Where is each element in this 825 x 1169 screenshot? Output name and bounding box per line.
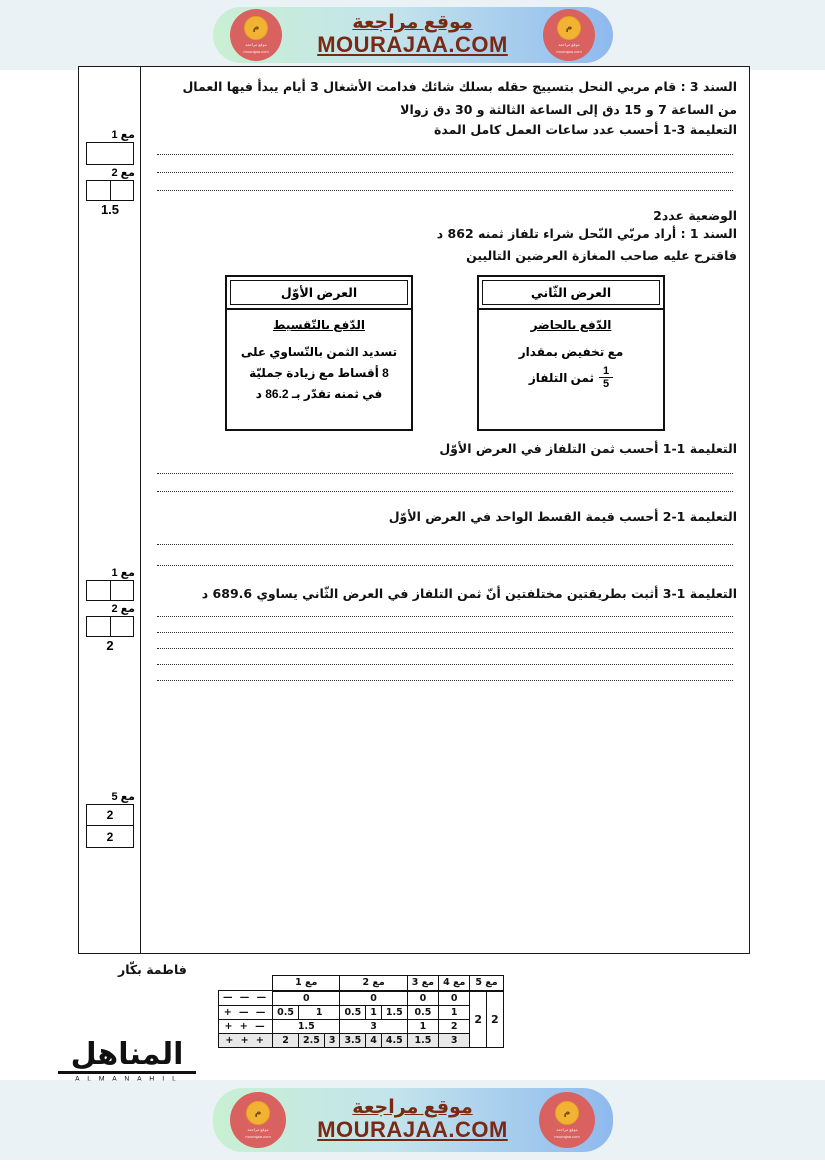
logo-caption-ar: موقع مراجعة: [247, 1126, 269, 1132]
table-header-row: [219, 976, 504, 991]
score-cell-m4: 0: [439, 991, 470, 1006]
score-symbols: — — —: [219, 991, 273, 1006]
score-header-m3: مع 3: [407, 976, 438, 991]
criterion-box-2[interactable]: [86, 180, 134, 201]
exam-content-column: [141, 67, 749, 953]
score-symbols: + + +: [219, 1033, 273, 1047]
logo-caption-ar: موقع مراجعة: [245, 41, 267, 47]
criterion-label-1: مع 1: [111, 129, 135, 141]
offer-second-line2: ثمن التلفاز: [528, 370, 595, 385]
criterion-cell[interactable]: [87, 617, 110, 636]
criterion-box-1[interactable]: [86, 142, 134, 165]
logo-caption-en: mourajaa.com: [554, 1134, 580, 1139]
mourajaa-logo-icon-left: [230, 9, 282, 61]
banner-arabic-text: موقع مراجعة: [352, 1097, 473, 1119]
scoring-criteria-table: [218, 975, 504, 1048]
score-cell-m1: 3: [324, 1033, 340, 1047]
answer-line[interactable]: [157, 190, 733, 191]
table-row: [219, 1019, 504, 1033]
logo-caption-en: mourajaa.com: [243, 49, 269, 54]
logo-caption-ar: موقع مراجعة: [558, 41, 580, 47]
answer-line[interactable]: [157, 473, 733, 474]
mourajaa-logo-icon-left: [230, 1092, 286, 1148]
fraction-numerator: 1: [599, 365, 613, 379]
criterion-cell[interactable]: [87, 143, 133, 164]
exercise3-source-line2: من الساعة 7 و 15 دق إلى الساعة الثالثة و 30 دق زوالا: [400, 101, 737, 117]
criterion-cell[interactable]: [110, 617, 134, 636]
banner-site-url: MOURAJAA.COM: [317, 1117, 508, 1143]
score-cell-m2: 0: [340, 991, 407, 1006]
offer-first-line1: تسديد الثمن بالتّساوي على: [240, 344, 398, 359]
fraction-denominator: 5: [603, 378, 610, 391]
exam-sheet: [78, 66, 750, 954]
offer-first-subtitle: الدّفع بالتّقسيط: [273, 317, 365, 332]
logo-caption-en: mourajaa.com: [245, 1134, 271, 1139]
answer-line[interactable]: [157, 664, 733, 665]
score-cell-m4: 3: [439, 1033, 470, 1047]
exercise2-title: الوضعية عدد2: [653, 208, 737, 224]
offer-first-line2: 8 أقساط مع زيادة جمليّة: [249, 365, 389, 380]
score-cell-m2: 1.5: [381, 1005, 407, 1019]
teacher-signature: فاطمة بكّار: [118, 962, 187, 977]
offer-second-line1: مع تخفيض بمقدار: [518, 344, 624, 359]
grading-group-exercise2-b: [79, 791, 141, 848]
almanahil-logo-word: المناهل: [58, 1040, 196, 1074]
mourajaa-logo-icon-right: [539, 1092, 595, 1148]
exercise2-instruction-1-3: التعليمة 1-3 أثبت بطريقتين مختلفتين أنّ ثمن التلفاز في العرض الثّاني يساوي 689.6 د: [201, 585, 737, 601]
criterion-total: 1.5: [100, 202, 120, 218]
criterion-box-2[interactable]: [86, 616, 134, 637]
criterion-cell[interactable]: [110, 181, 134, 200]
logo-badge-icon: م: [244, 16, 268, 40]
criterion-cell[interactable]: 2: [106, 829, 114, 844]
exercise2-source-line1: السند 1 : أراد مربّي النّحل شراء تلفاز ثمنه 862 د: [436, 226, 737, 242]
score-symbols: — — +: [219, 1005, 273, 1019]
criterion-cell[interactable]: [87, 581, 110, 600]
score-cell-m1: 0.5: [273, 1005, 299, 1019]
score-header-m4: مع 4: [439, 976, 470, 991]
criterion-cell[interactable]: [87, 181, 110, 200]
answer-line[interactable]: [157, 648, 733, 649]
criterion-box-1[interactable]: [86, 580, 134, 601]
exercise2-instruction-1-1: التعليمة 1-1 أحسب ثمن التلفاز في العرض الأوّل: [439, 440, 737, 456]
banner-arabic-text: موقع مراجعة: [352, 12, 473, 34]
score-header-m5: مع 5: [470, 976, 503, 991]
table-row: [219, 1005, 504, 1019]
exercise3-instruction-3-1: التعليمة 3-1 أحسب عدد ساعات العمل كامل المدة: [434, 122, 737, 138]
offer-second-fraction-row: [487, 365, 655, 391]
score-table-head: [219, 976, 504, 991]
logo-caption-en: mourajaa.com: [556, 49, 582, 54]
offer-second-subtitle: الدّفع بالحاضر: [530, 317, 612, 332]
score-m5-left: 2: [487, 991, 504, 1048]
criterion-cell[interactable]: 2: [87, 805, 133, 826]
grading-group-exercise3: [79, 129, 141, 217]
top-watermark-banner: [0, 0, 825, 70]
score-cell-m2: 0.5: [340, 1005, 366, 1019]
answer-line[interactable]: [157, 565, 733, 566]
almanahil-logo: [58, 1040, 196, 1083]
answer-line[interactable]: [157, 632, 733, 633]
criterion-label-5: مع 5: [111, 791, 135, 803]
score-cell-m3: 0.5: [407, 1005, 438, 1019]
score-cell-m3: 1: [407, 1019, 438, 1033]
score-cell-m3: 0: [407, 991, 438, 1006]
table-row: [219, 991, 504, 1006]
score-cell-m4: 2: [439, 1019, 470, 1033]
mourajaa-logo-icon-right: [543, 9, 595, 61]
offer-second-heading: العرض الثّاني: [482, 280, 660, 305]
offer-first-line3: في ثمنه تقدّر بـ 86.2 د: [255, 386, 383, 401]
score-cell-m3: 1.5: [407, 1033, 438, 1047]
logo-caption-ar: موقع مراجعة: [556, 1126, 578, 1132]
logo-badge-icon: م: [557, 16, 581, 40]
offer-second-spacer: [487, 391, 655, 417]
exercise3-source-line1: السند 3 : قام مربي النحل بتسييج حقله بسلك شائك فدامت الأشغال 3 أيام يبدأ فيها العمال: [182, 79, 737, 94]
fraction-one-fifth: [599, 365, 613, 391]
table-row: [219, 1033, 504, 1047]
answer-line[interactable]: [157, 616, 733, 617]
score-cell-m2: 3.5: [340, 1033, 366, 1047]
score-cell-m1: 2: [273, 1033, 299, 1047]
answer-line[interactable]: [157, 172, 733, 173]
criterion-label-2: مع 2: [111, 167, 135, 180]
offer-second-box: [477, 275, 665, 431]
criterion-cell[interactable]: [110, 581, 134, 600]
offers-container: [153, 275, 737, 431]
criterion-label-1: مع 1: [111, 567, 135, 579]
criterion-label-2: مع 2: [111, 603, 135, 616]
answer-line[interactable]: [157, 154, 733, 155]
logo-badge-icon: م: [246, 1101, 270, 1125]
score-header-m1: مع 1: [273, 976, 340, 991]
score-cell-m1: 2.5: [298, 1033, 324, 1047]
logo-badge-icon: م: [555, 1101, 579, 1125]
score-cell-m2: 3: [340, 1019, 407, 1033]
answer-line[interactable]: [157, 491, 733, 492]
score-cell-m2: 1: [366, 1005, 382, 1019]
score-cell-m1: 0: [273, 991, 340, 1006]
answer-line[interactable]: [157, 680, 733, 681]
score-header-symbols: [219, 976, 273, 991]
offer-second-body: [479, 308, 663, 429]
offer-first-body: [227, 308, 411, 417]
score-cell-m1: 1: [298, 1005, 339, 1019]
offer-first-box: [225, 275, 413, 431]
score-table-body: [219, 991, 504, 1048]
exercise2-instruction-1-2: التعليمة 1-2 أحسب قيمة القسط الواحد في العرض الأوّل: [388, 508, 737, 524]
bottom-watermark-banner: [0, 1080, 825, 1160]
score-m5-right: 2: [470, 991, 487, 1048]
grading-group-exercise2-a: [79, 567, 141, 653]
criterion-total: 2: [106, 638, 114, 654]
score-header-m2: مع 2: [340, 976, 407, 991]
score-cell-m2: 4.5: [381, 1033, 407, 1047]
banner-site-url: MOURAJAA.COM: [317, 32, 508, 58]
score-cell-m2: 4: [366, 1033, 382, 1047]
score-cell-m1: 1.5: [273, 1019, 340, 1033]
offer-first-heading: العرض الأوّل: [230, 280, 408, 305]
answer-line[interactable]: [157, 544, 733, 545]
criterion-stack-5[interactable]: [86, 804, 134, 848]
score-cell-m4: 1: [439, 1005, 470, 1019]
score-symbols: — + +: [219, 1019, 273, 1033]
grading-margin-column: [79, 67, 141, 953]
exercise2-source-line2: فاقترح عليه صاحب المغازة العرضين التاليين: [466, 247, 737, 263]
